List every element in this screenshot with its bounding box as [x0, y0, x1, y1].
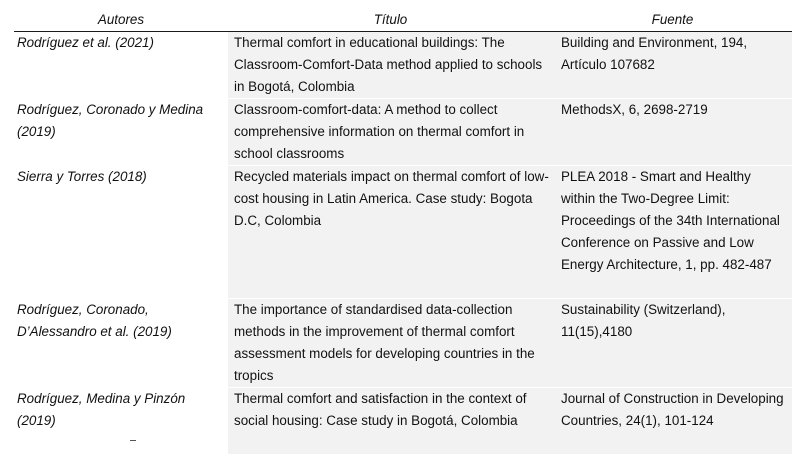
cell-title: Recycled materials impact on thermal comfort of low-cost housing in Latin America. Case study: Bogota D.C, Colombia [228, 166, 553, 299]
cell-authors: Rodríguez, Medina y Pinzón (2019) [14, 388, 228, 454]
header-source: Fuente [553, 8, 792, 32]
cell-title: Thermal comfort in educational buildings: The Classroom-Comfort-Data method applied to schools in Bogotá, Colombia [228, 32, 553, 99]
header-authors: Autores [14, 8, 228, 32]
header-row [14, 8, 792, 32]
table-row [14, 99, 792, 166]
cell-title: The importance of standardised data-collection methods in the improvement of thermal comfort assessment models for developing countries in the tropics [228, 299, 553, 388]
cell-source: PLEA 2018 - Smart and Healthy within the Two-Degree Limit: Proceedings of the 34th International Conference on Passive and Low Energy Architecture, 1, pp. 482-487 [553, 166, 792, 299]
cell-title: Classroom-comfort-data: A method to collect comprehensive information on thermal comfort in school classrooms [228, 99, 553, 166]
table-row [14, 299, 792, 388]
cell-source: Journal of Construction in Developing Countries, 24(1), 101-124 [553, 388, 792, 454]
table-row [14, 32, 792, 99]
cell-authors: Rodríguez et al. (2021) [14, 32, 228, 99]
table-body [14, 32, 792, 454]
cell-source: Sustainability (Switzerland), 11(15),4180 [553, 299, 792, 388]
cell-authors: Rodríguez, Coronado, D’Alessandro et al. (2019) [14, 299, 228, 388]
header-title: Título [228, 8, 553, 32]
cell-source: Building and Environment, 194, Artículo 107682 [553, 32, 792, 99]
cell-authors: Sierra y Torres (2018) [14, 166, 228, 299]
references-table [14, 8, 792, 454]
cropped-text-fragment [130, 440, 136, 441]
cell-source: MethodsX, 6, 2698-2719 [553, 99, 792, 166]
table-header [14, 8, 792, 32]
table-row [14, 388, 792, 454]
cell-title: Thermal comfort and satisfaction in the context of social housing: Case study in Bogotá, Colombia [228, 388, 553, 454]
cell-authors: Rodríguez, Coronado y Medina (2019) [14, 99, 228, 166]
table-row [14, 166, 792, 299]
